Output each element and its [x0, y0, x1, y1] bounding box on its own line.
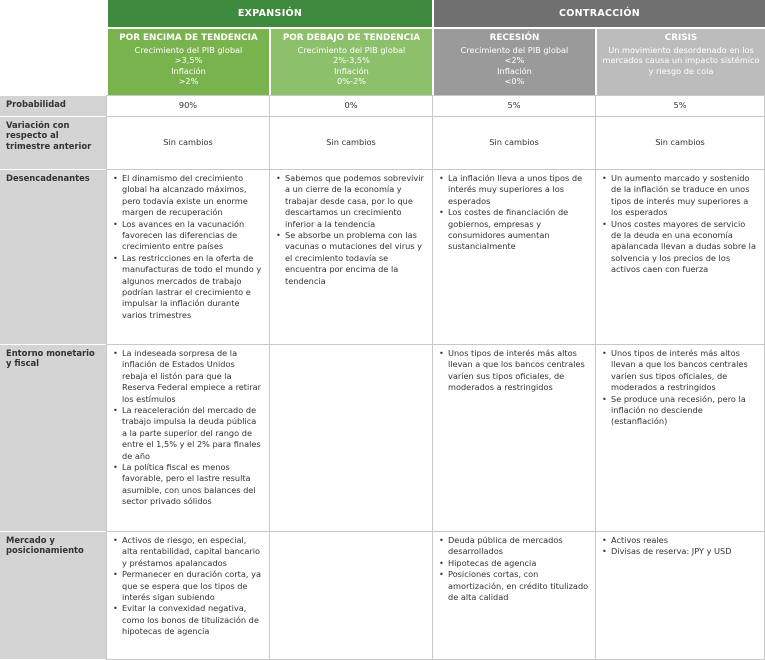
list-item: • Unos costes mayores de servicio de la deuda en una economía apalancada llevan a dudas sobre la solvencia y los precios de los activos caen con fuerza	[602, 219, 758, 276]
scenario-line: Inflación	[334, 65, 369, 76]
list-item: • Los avances en la vacunación favorecen las diferencias de crecimiento entre países	[113, 219, 263, 253]
monetary-cell	[595, 344, 765, 531]
bullet-list	[113, 348, 263, 508]
scenario-recession	[432, 27, 595, 95]
contraction-header: CONTRACCIÓN	[432, 0, 765, 27]
corner-cell	[0, 0, 106, 27]
scenario-below-trend	[269, 27, 432, 95]
probability-value: 5%	[432, 95, 595, 116]
list-item: • La inflación lleva a unos tipos de interés muy superiores a los esperados	[439, 173, 589, 207]
variation-value: Sin cambios	[432, 116, 595, 169]
scenario-line: <2%	[504, 55, 525, 66]
scenario-crisis	[595, 27, 765, 95]
market-cell-empty	[269, 531, 432, 660]
scenario-title: POR DEBAJO DE TENDENCIA	[282, 33, 421, 43]
triggers-cell	[269, 169, 432, 344]
list-item: • Las restricciones en la oferta de manufacturas de todo el mundo y algunos mercados de trabajo podrían lastrar el crecimiento e impulsar la inflación durante varios trimestres	[113, 253, 263, 321]
market-cell	[432, 531, 595, 660]
list-item: • Unos tipos de interés más altos llevan a que los bancos centrales varíen sus tipos oficiales, de moderados a restringidos	[439, 348, 589, 394]
bullet-list	[439, 173, 589, 253]
triggers-cell	[106, 169, 269, 344]
bullet-list	[113, 535, 263, 638]
monetary-cell	[106, 344, 269, 531]
bullet-list	[602, 173, 758, 276]
list-item: • Un aumento marcado y sostenido de la inflación se traduce en unos tipos de interés muy superiores a los esperados	[602, 173, 758, 219]
scenario-line: >3,5%	[174, 55, 203, 66]
bullet-list	[602, 535, 758, 558]
scenario-line: Crecimiento del PIB global	[297, 44, 406, 55]
scenario-above-trend	[106, 27, 269, 95]
list-item: • Divisas de reserva: JPY y USD	[602, 546, 758, 557]
scenario-line: 0%-2%	[337, 76, 366, 87]
market-cell	[106, 531, 269, 660]
row-label-triggers: Desencadenantes	[0, 169, 106, 344]
list-item: • Se absorbe un problema con las vacunas o mutaciones del virus y el crecimiento todavía se encuentra por encima de la tendencia	[276, 230, 426, 287]
list-item: • Activos reales	[602, 535, 758, 546]
list-item: • Unos tipos de interés más altos llevan a que los bancos centrales varíen sus tipos oficiales, de moderados a restringidos	[602, 348, 758, 394]
list-item: • Activos de riesgo, en especial, alta rentabilidad, capital bancario y préstamos apalancados	[113, 535, 263, 569]
variation-value: Sin cambios	[106, 116, 269, 169]
scenario-line: 2%-3,5%	[333, 55, 370, 66]
row-label-monetary: Entorno monetario y fiscal	[0, 344, 106, 531]
probability-value: 5%	[595, 95, 765, 116]
scenario-line: Crecimiento del PIB global	[460, 44, 569, 55]
scenario-line: >2%	[178, 76, 199, 87]
list-item: • Sabemos que podemos sobrevivir a un cierre de la economía y trabajar desde casa, por lo que descartamos un crecimiento inferior a la tendencia	[276, 173, 426, 230]
list-item: • La reaceleración del mercado de trabajo impulsa la deuda pública a la parte superior del rango de entre el 1,5% y el 2% para finales de año	[113, 405, 263, 462]
scenario-title: POR ENCIMA DE TENDENCIA	[119, 33, 258, 43]
scenario-line: <0%	[504, 76, 525, 87]
triggers-cell	[432, 169, 595, 344]
triggers-cell	[595, 169, 765, 344]
list-item: • Se produce una recesión, pero la inflación no desciende (estanflación)	[602, 394, 758, 428]
probability-value: 0%	[269, 95, 432, 116]
variation-value: Sin cambios	[595, 116, 765, 169]
row-label-probability: Probabilidad	[0, 95, 106, 116]
bullet-list	[276, 173, 426, 287]
market-cell	[595, 531, 765, 660]
variation-value: Sin cambios	[269, 116, 432, 169]
bullet-list	[439, 348, 589, 394]
bullet-list	[602, 348, 758, 428]
corner-cell-2	[0, 27, 106, 95]
monetary-cell	[432, 344, 595, 531]
list-item: • Permanecer en duración corta, ya que se espera que los tipos de interés sigan subiendo	[113, 569, 263, 603]
list-item: • La política fiscal es menos favorable, pero el lastre resulta asumible, con unos balances del sector privado sólidos	[113, 462, 263, 508]
bullet-list	[113, 173, 263, 321]
scenario-line: Crecimiento del PIB global	[134, 44, 243, 55]
scenario-line: Un movimiento desordenado en los mercados causa un impacto sistémico y riesgo de cola	[602, 44, 760, 76]
expansion-header: EXPANSIÓN	[106, 0, 432, 27]
list-item: • Posiciones cortas, con amortización, en crédito titulizado de alta calidad	[439, 569, 589, 603]
scenario-line: Inflación	[497, 65, 532, 76]
scenario-title: RECESIÓN	[489, 33, 540, 43]
row-label-market: Mercado y posicionamiento	[0, 531, 106, 660]
row-label-variation: Variación con respecto al trimestre anterior	[0, 116, 106, 169]
probability-value: 90%	[106, 95, 269, 116]
list-item: • Hipotecas de agencia	[439, 558, 589, 569]
list-item: • Los costes de financiación de gobiernos, empresas y consumidores aumentan sustancialmente	[439, 207, 589, 253]
scenario-title: CRISIS	[664, 33, 698, 43]
list-item: • Evitar la convexidad negativa, como los bonos de titulización de hipotecas de agencia	[113, 603, 263, 637]
list-item: • Deuda pública de mercados desarrollados	[439, 535, 589, 558]
list-item: • La indeseada sorpresa de la inflación de Estados Unidos rebaja el listón para que la Reserva Federal empiece a retirar los estímulos	[113, 348, 263, 405]
bullet-list	[439, 535, 589, 603]
monetary-cell-empty	[269, 344, 432, 531]
scenario-line: Inflación	[171, 65, 206, 76]
list-item: • El dinamismo del crecimiento global ha alcanzado máximos, pero todavía existe un enorme margen de recuperación	[113, 173, 263, 219]
